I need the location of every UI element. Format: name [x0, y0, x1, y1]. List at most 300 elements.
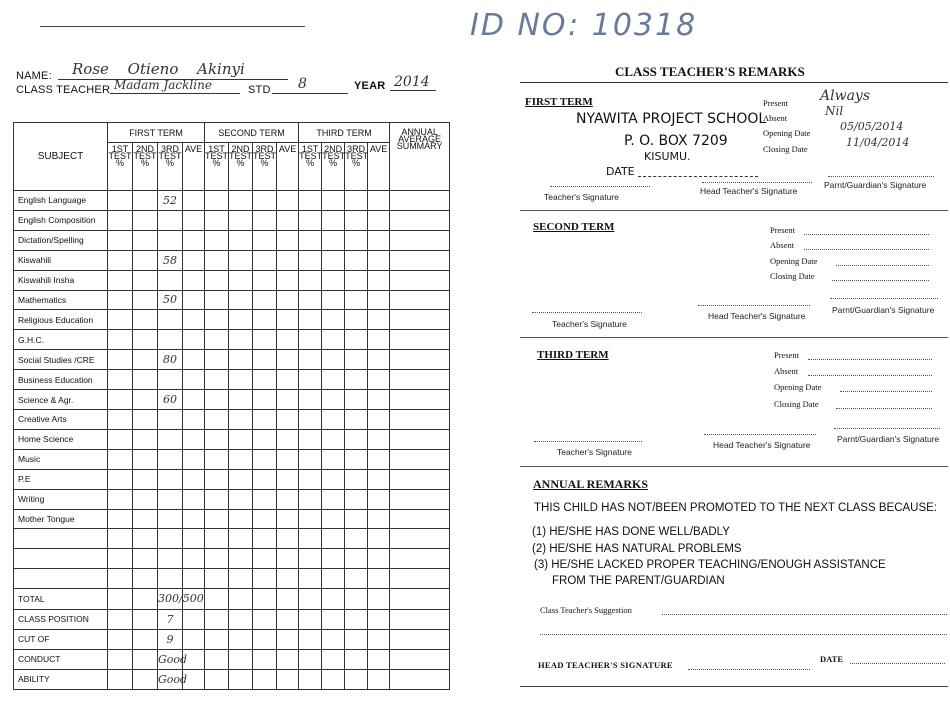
grade-cell	[322, 409, 345, 429]
grade-cell	[277, 489, 299, 509]
grade-cell	[253, 469, 277, 489]
subject-name: TOTAL	[14, 589, 108, 609]
suggestion-line	[662, 614, 947, 615]
grade-cell	[277, 350, 299, 370]
grade-cell	[322, 609, 345, 629]
bottom-border	[520, 686, 948, 687]
teacher-remarks-card	[520, 0, 950, 702]
std-line	[272, 80, 348, 94]
grade-cell	[108, 390, 133, 410]
table-row	[14, 569, 450, 589]
grade-cell	[205, 290, 229, 310]
grade-cell	[229, 489, 253, 509]
subject-name: Writing	[14, 489, 108, 509]
sig-line	[532, 312, 642, 313]
grade-cell	[229, 449, 253, 469]
grade-cell	[108, 429, 133, 449]
first-opening-label: Opening Date	[763, 128, 811, 138]
grade-cell	[299, 350, 322, 370]
report-card-grades	[0, 0, 470, 702]
grade-cell	[299, 629, 322, 649]
grade-cell	[299, 390, 322, 410]
grade-cell	[253, 629, 277, 649]
school-stamp-box: P. O. BOX 7209	[624, 133, 728, 149]
suggestion-line	[540, 634, 947, 635]
table-row	[14, 429, 450, 449]
grade-cell	[108, 210, 133, 230]
subject-name: Music	[14, 449, 108, 469]
subject-name: Mathematics	[14, 290, 108, 310]
grade-cell	[133, 549, 158, 569]
grade-cell	[277, 429, 299, 449]
third-test-mark: 7	[158, 609, 183, 629]
grade-cell	[205, 609, 229, 629]
third-teacher-signature: Teacher's Signature	[557, 447, 632, 457]
grade-cell	[133, 669, 158, 689]
grade-cell	[277, 629, 299, 649]
table-row	[14, 350, 450, 370]
col-ave: AVE	[277, 143, 299, 191]
grade-cell	[299, 669, 322, 689]
present-line	[808, 359, 932, 360]
col-ave: AVE	[183, 143, 205, 191]
grade-cell	[183, 350, 205, 370]
grade-cell	[390, 469, 450, 489]
grade-cell	[368, 270, 390, 290]
subject-name: Creative Arts	[14, 409, 108, 429]
reason-1: (1) HE/SHE HAS DONE WELL/BADLY	[532, 526, 730, 538]
grade-cell	[277, 449, 299, 469]
grade-cell	[108, 310, 133, 330]
grade-cell	[390, 549, 450, 569]
grade-cell	[229, 649, 253, 669]
present-line	[804, 234, 929, 235]
grade-cell	[345, 469, 368, 489]
grade-cell	[133, 529, 158, 549]
first-teacher-signature: Teacher's Signature	[544, 192, 619, 202]
grade-cell	[205, 230, 229, 250]
grade-cell	[345, 370, 368, 390]
grade-cell	[299, 569, 322, 589]
stamp-date-line	[638, 176, 758, 177]
grade-cell	[322, 569, 345, 589]
grade-cell	[253, 310, 277, 330]
grade-cell	[277, 210, 299, 230]
grade-cell	[229, 230, 253, 250]
third-parent-signature: Parnt/Guardian's Signature	[837, 434, 940, 444]
grade-cell	[322, 489, 345, 509]
grade-cell	[133, 509, 158, 529]
grade-cell	[108, 569, 133, 589]
grade-cell	[205, 390, 229, 410]
grade-cell	[299, 330, 322, 350]
grade-cell	[133, 210, 158, 230]
grade-cell	[183, 429, 205, 449]
grade-cell	[345, 390, 368, 410]
grade-cell	[205, 669, 229, 689]
grade-cell	[183, 191, 205, 211]
table-row	[14, 529, 450, 549]
third-term-header: THIRD TERM	[299, 123, 390, 143]
grade-cell	[183, 310, 205, 330]
grade-cell	[299, 609, 322, 629]
top-divider	[40, 26, 305, 27]
grade-cell	[277, 469, 299, 489]
grade-cell	[390, 489, 450, 509]
third-test-mark	[158, 310, 183, 330]
grade-cell	[345, 230, 368, 250]
third-test-mark	[158, 449, 183, 469]
grade-cell	[229, 609, 253, 629]
subject-name: English Composition	[14, 210, 108, 230]
opening-line	[840, 391, 932, 392]
grade-cell	[253, 191, 277, 211]
third-test-mark	[158, 529, 183, 549]
grade-cell	[299, 310, 322, 330]
sig-line	[534, 441, 642, 442]
grade-cell	[277, 270, 299, 290]
grade-cell	[368, 569, 390, 589]
grade-cell	[183, 609, 205, 629]
first-head-signature: Head Teacher's Signature	[700, 186, 798, 196]
grade-cell	[133, 429, 158, 449]
grade-cell	[108, 270, 133, 290]
grade-cell	[133, 191, 158, 211]
grade-cell	[277, 310, 299, 330]
third-test-mark	[158, 509, 183, 529]
grade-cell	[277, 409, 299, 429]
grade-cell	[390, 350, 450, 370]
grade-cell	[108, 290, 133, 310]
grade-cell	[229, 250, 253, 270]
col-2nd-test: 2ND TEST %	[133, 143, 158, 191]
grade-cell	[133, 649, 158, 669]
third-term-label: THIRD TERM	[537, 349, 609, 361]
grade-cell	[205, 409, 229, 429]
grade-cell	[368, 330, 390, 350]
subject-name: Kiswahili Insha	[14, 270, 108, 290]
grade-cell	[345, 529, 368, 549]
grade-cell	[390, 330, 450, 350]
grade-cell	[253, 330, 277, 350]
absent-line	[804, 249, 929, 250]
class-teacher-label: CLASS TEACHER	[16, 84, 111, 96]
student-name: Rose Otieno Akinyi	[72, 60, 245, 78]
grade-cell	[390, 409, 450, 429]
grade-cell	[253, 509, 277, 529]
second-term-header: SECOND TERM	[205, 123, 299, 143]
closing-line	[832, 280, 929, 281]
grade-cell	[229, 529, 253, 549]
subject-name: Religious Education	[14, 310, 108, 330]
table-row	[14, 290, 450, 310]
table-row	[14, 409, 450, 429]
table-row	[14, 549, 450, 569]
grade-cell	[390, 270, 450, 290]
subject-name: CONDUCT	[14, 649, 108, 669]
subject-name: Business Education	[14, 370, 108, 390]
subject-name: ABILITY	[14, 669, 108, 689]
grade-cell	[229, 429, 253, 449]
remarks-title: CLASS TEACHER'S REMARKS	[615, 64, 805, 79]
third-test-mark	[158, 270, 183, 290]
grade-cell	[390, 370, 450, 390]
grade-cell	[205, 310, 229, 330]
third-test-mark: 50	[158, 290, 183, 310]
grade-cell	[277, 250, 299, 270]
grade-cell	[253, 589, 277, 609]
grade-cell	[345, 629, 368, 649]
grade-cell	[345, 509, 368, 529]
grade-cell	[205, 449, 229, 469]
grade-cell	[205, 509, 229, 529]
grade-cell	[108, 350, 133, 370]
subject-name: Science & Agr.	[14, 390, 108, 410]
grade-cell	[322, 509, 345, 529]
grade-cell	[322, 250, 345, 270]
year-label: YEAR	[354, 80, 386, 92]
grade-cell	[253, 270, 277, 290]
grade-cell	[183, 409, 205, 429]
grade-cell	[183, 270, 205, 290]
grade-cell	[322, 629, 345, 649]
table-row	[14, 489, 450, 509]
grade-cell	[322, 310, 345, 330]
third-test-mark	[158, 409, 183, 429]
grade-cell	[133, 310, 158, 330]
grade-cell	[368, 409, 390, 429]
third-test-mark: 300/500	[158, 589, 183, 609]
grade-cell	[322, 270, 345, 290]
grade-cell	[299, 509, 322, 529]
grade-cell	[322, 549, 345, 569]
grade-cell	[133, 609, 158, 629]
grade-cell	[253, 409, 277, 429]
grade-cell	[322, 649, 345, 669]
grade-cell	[345, 409, 368, 429]
grade-cell	[299, 429, 322, 449]
grade-cell	[322, 290, 345, 310]
grade-cell	[322, 210, 345, 230]
grade-cell	[390, 310, 450, 330]
grade-cell	[277, 549, 299, 569]
grade-cell	[277, 191, 299, 211]
grade-cell	[299, 449, 322, 469]
grade-cell	[229, 629, 253, 649]
grade-cell	[345, 649, 368, 669]
grade-cell	[205, 489, 229, 509]
grade-cell	[183, 210, 205, 230]
col-1st-test: 1ST TEST %	[108, 143, 133, 191]
grade-cell	[229, 409, 253, 429]
first-absent-label: Absent	[763, 113, 788, 123]
grade-cell	[299, 370, 322, 390]
opening-line	[836, 265, 929, 266]
subject-name	[14, 529, 108, 549]
grade-cell	[345, 250, 368, 270]
grade-cell	[253, 489, 277, 509]
grade-cell	[229, 390, 253, 410]
grade-cell	[229, 310, 253, 330]
grade-cell	[205, 629, 229, 649]
grade-cell	[205, 330, 229, 350]
grade-cell	[368, 529, 390, 549]
grade-cell	[205, 589, 229, 609]
grade-cell	[390, 230, 450, 250]
grade-cell	[299, 270, 322, 290]
second-teacher-signature: Teacher's Signature	[552, 319, 627, 329]
grade-cell	[108, 529, 133, 549]
second-opening-label: Opening Date	[770, 256, 818, 266]
grade-cell	[390, 529, 450, 549]
grade-cell	[253, 370, 277, 390]
grade-cell	[183, 390, 205, 410]
first-present-label: Present	[763, 98, 789, 108]
grade-cell	[390, 191, 450, 211]
closing-line	[836, 408, 932, 409]
grade-cell	[322, 429, 345, 449]
col-3rd-test: 3RD TEST %	[345, 143, 368, 191]
grade-cell	[322, 589, 345, 609]
grade-cell	[108, 330, 133, 350]
first-opening-value: 05/05/2014	[840, 120, 904, 133]
grade-cell	[299, 649, 322, 669]
grade-cell	[299, 230, 322, 250]
annual-date-line	[850, 663, 945, 664]
grade-cell	[368, 489, 390, 509]
grade-cell	[277, 589, 299, 609]
grade-cell	[322, 350, 345, 370]
table-row	[14, 370, 450, 390]
grade-cell	[108, 230, 133, 250]
grade-cell	[299, 409, 322, 429]
second-present-label: Present	[770, 225, 796, 235]
second-closing-label: Closing Date	[770, 271, 815, 281]
sig-line	[830, 298, 938, 299]
grade-cell	[253, 230, 277, 250]
third-head-signature: Head Teacher's Signature	[713, 440, 811, 450]
grade-cell	[253, 350, 277, 370]
grade-cell	[205, 569, 229, 589]
grade-cell	[277, 230, 299, 250]
grade-cell	[108, 191, 133, 211]
grade-cell	[253, 390, 277, 410]
grade-cell	[229, 669, 253, 689]
first-term-header: FIRST TERM	[108, 123, 205, 143]
table-row	[14, 629, 450, 649]
annual-average-header: ANNUAL AVERAGE SUMMARY	[390, 123, 450, 191]
second-absent-label: Absent	[770, 240, 795, 250]
grade-cell	[299, 250, 322, 270]
sig-line	[702, 182, 812, 183]
col-1st-test: 1ST TEST %	[205, 143, 229, 191]
grade-cell	[133, 589, 158, 609]
grade-cell	[368, 669, 390, 689]
grade-cell	[345, 549, 368, 569]
third-opening-label: Opening Date	[774, 382, 822, 392]
subject-name: P.E	[14, 469, 108, 489]
table-row	[14, 230, 450, 250]
reason-3: (3) HE/SHE LACKED PROPER TEACHING/ENOUGH ASSISTANCE	[534, 559, 886, 571]
term-divider	[520, 466, 948, 467]
grade-cell	[368, 250, 390, 270]
grade-cell	[368, 370, 390, 390]
grade-cell	[390, 210, 450, 230]
grade-cell	[368, 390, 390, 410]
grade-cell	[390, 649, 450, 669]
grade-cell	[277, 609, 299, 629]
third-closing-label: Closing Date	[774, 399, 819, 409]
grade-cell	[133, 390, 158, 410]
grade-cell	[345, 669, 368, 689]
grade-cell	[229, 290, 253, 310]
head-signature-line	[688, 669, 810, 670]
table-row	[14, 270, 450, 290]
grade-cell	[133, 330, 158, 350]
first-present-value: Always	[820, 88, 871, 104]
grade-cell	[345, 609, 368, 629]
grade-cell	[368, 290, 390, 310]
subject-name: English Language	[14, 191, 108, 211]
grade-cell	[390, 290, 450, 310]
first-term-label: FIRST TERM	[525, 96, 593, 108]
grade-cell	[229, 370, 253, 390]
school-stamp-town: KISUMU.	[644, 150, 691, 163]
stamp-date-label: DATE	[606, 165, 635, 178]
grade-cell	[277, 290, 299, 310]
sig-line	[828, 176, 934, 177]
grade-cell	[133, 250, 158, 270]
grade-cell	[108, 549, 133, 569]
grade-cell	[205, 210, 229, 230]
grade-cell	[253, 569, 277, 589]
grade-cell	[299, 489, 322, 509]
school-stamp-name: NYAWITA PROJECT SCHOOL	[576, 111, 767, 127]
grade-cell	[183, 230, 205, 250]
third-test-mark	[158, 230, 183, 250]
grade-cell	[183, 330, 205, 350]
grade-cell	[322, 669, 345, 689]
third-test-mark	[158, 569, 183, 589]
grade-cell	[277, 390, 299, 410]
subject-name: Social Studies /CRE	[14, 350, 108, 370]
id-number: ID NO: 10318	[470, 8, 698, 43]
col-2nd-test: 2ND TEST %	[229, 143, 253, 191]
grade-cell	[390, 669, 450, 689]
third-present-label: Present	[774, 350, 800, 360]
grade-cell	[108, 370, 133, 390]
grade-cell	[368, 469, 390, 489]
grade-cell	[368, 191, 390, 211]
grade-cell	[345, 429, 368, 449]
subject-name: CLASS POSITION	[14, 609, 108, 629]
grade-cell	[205, 370, 229, 390]
first-closing-label: Closing Date	[763, 144, 808, 154]
term-divider	[520, 210, 948, 211]
grade-cell	[253, 210, 277, 230]
grade-cell	[299, 290, 322, 310]
grade-cell	[108, 489, 133, 509]
col-ave: AVE	[368, 143, 390, 191]
grade-cell	[183, 370, 205, 390]
grade-cell	[253, 529, 277, 549]
grade-cell	[390, 589, 450, 609]
grade-cell	[368, 449, 390, 469]
grade-cell	[253, 549, 277, 569]
std-label: STD	[248, 84, 271, 96]
subject-name: Dictation/Spelling	[14, 230, 108, 250]
grade-cell	[205, 250, 229, 270]
